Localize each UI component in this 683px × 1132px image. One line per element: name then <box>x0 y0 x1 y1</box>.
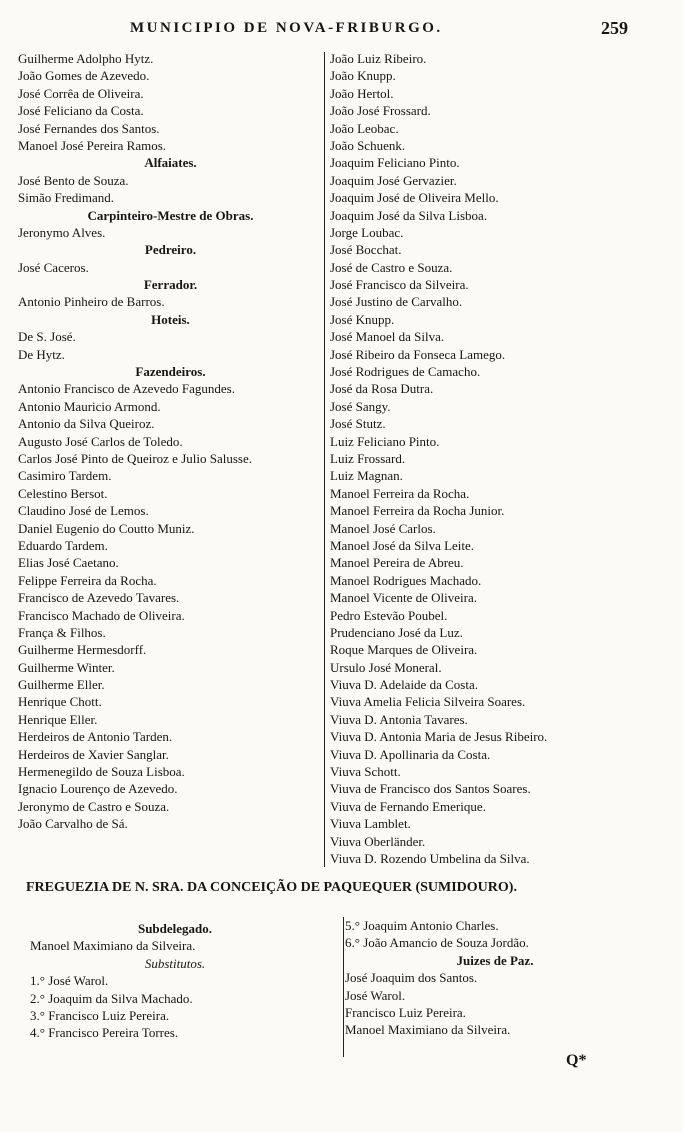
parish-right-column <box>345 917 645 1039</box>
list-item: 4.° Francisco Pereira Torres. <box>30 1025 179 1041</box>
list-item: Roque Marques de Oliveira. <box>330 642 478 658</box>
list-item: Viuva D. Antonia Tavares. <box>330 711 468 727</box>
list-item: João Hertol. <box>330 85 394 101</box>
list-item: Manoel Pereira de Abreu. <box>330 555 464 571</box>
list-item: José Manoel da Silva. <box>330 329 445 345</box>
list-item: Francisco Machado de Oliveira. <box>18 607 185 623</box>
list-item: João Knupp. <box>330 68 396 84</box>
list-item: Simão Fredimand. <box>18 190 115 206</box>
list-item: José Caceros. <box>18 259 89 275</box>
list-item: 6.° João Amancio de Souza Jordão. <box>345 935 529 951</box>
list-item: Manoel Maximiano da Silveira. <box>345 1022 511 1038</box>
list-item: Guilherme Winter. <box>18 659 115 675</box>
list-item: Luiz Frossard. <box>330 450 406 466</box>
list-item: José Ribeiro da Fonseca Lamego. <box>330 346 506 362</box>
list-item: Ignacio Lourenço de Azevedo. <box>18 781 178 797</box>
list-item: Joaquim José de Oliveira Mello. <box>330 190 499 206</box>
section-heading: Ferrador. <box>143 277 198 293</box>
list-item: Elias José Caetano. <box>18 555 119 571</box>
list-item: Antonio Pinheiro de Barros. <box>18 294 165 310</box>
parish-heading: FREGUEZIA DE N. SRA. DA CONCEIÇÃO DE PAQUEQUER (SUMIDOURO). <box>26 880 517 895</box>
list-item: Viuva Lamblet. <box>330 816 411 832</box>
list-item: Celestino Bersot. <box>18 485 108 501</box>
page-number: 259 <box>601 18 628 38</box>
list-item: José Justino de Carvalho. <box>330 294 463 310</box>
list-item: 5.° Joaquim Antonio Charles. <box>345 918 499 933</box>
list-item: Prudenciano José da Luz. <box>330 624 463 640</box>
list-item: Daniel Eugenio do Coutto Muniz. <box>18 520 195 536</box>
list-item: Antonio Francisco de Azevedo Fagundes. <box>18 381 235 397</box>
list-item: Viuva D. Apollinaria da Costa. <box>330 746 491 762</box>
list-item: João Luiz Ribeiro. <box>330 51 427 66</box>
list-item: Manoel Ferreira da Rocha. <box>330 485 470 501</box>
list-item: Herdeiros de Antonio Tarden. <box>18 729 173 745</box>
list-item: Joaquim José Gervazier. <box>330 172 457 188</box>
list-item: Guilherme Adolpho Hytz. <box>18 51 154 66</box>
list-item: França & Filhos. <box>18 624 106 640</box>
list-item: José Warol. <box>345 987 406 1003</box>
list-item: 3.° Francisco Luiz Pereira. <box>30 1007 170 1023</box>
list-item: Claudino José de Lemos. <box>18 503 149 519</box>
section-heading: Alfaiates. <box>144 155 197 171</box>
page-header <box>0 20 683 44</box>
list-item: Francisco Luiz Pereira. <box>345 1004 466 1020</box>
list-item: Ursulo José Moneral. <box>330 659 442 675</box>
page-title: MUNICIPIO DE NOVA-FRIBURGO. <box>130 20 443 36</box>
list-item: Guilherme Hermesdorff. <box>18 642 147 658</box>
list-item: José de Castro e Souza. <box>330 259 453 275</box>
left-column <box>18 50 323 833</box>
list-item: Herdeiros de Xavier Sanglar. <box>18 746 169 762</box>
list-item: Manoel José da Silva Leite. <box>330 537 475 553</box>
list-item: José da Rosa Dutra. <box>330 381 434 397</box>
list-item: Guilherme Eller. <box>18 677 105 693</box>
list-item: Augusto José Carlos de Toledo. <box>18 433 183 449</box>
list-item: 2.° Joaquim da Silva Machado. <box>30 990 193 1006</box>
list-item: Viuva de Fernando Emerique. <box>330 798 486 814</box>
list-item: Viuva Oberländer. <box>330 833 426 849</box>
list-item: José Bento de Souza. <box>18 172 129 188</box>
list-item: Joaquim José da Silva Lisboa. <box>330 207 488 223</box>
list-item: Manoel Ferreira da Rocha Junior. <box>330 503 505 519</box>
right-column <box>330 50 630 867</box>
list-item: João José Frossard. <box>330 103 431 119</box>
list-item: Antonio Mauricio Armond. <box>18 398 161 414</box>
list-item: Viuva Schott. <box>330 764 401 780</box>
list-item: Carlos José Pinto de Queiroz e Julio Salusse. <box>18 450 252 466</box>
list-item: Manoel José Carlos. <box>330 520 436 536</box>
list-item: Manoel Rodrigues Machado. <box>330 572 482 588</box>
list-item: Viuva D. Adelaide da Costa. <box>330 677 478 693</box>
section-heading: Substitutos. <box>144 955 206 971</box>
list-item: Hermenegildo de Souza Lisboa. <box>18 764 185 780</box>
list-item: Viuva Amelia Felicia Silveira Soares. <box>330 694 526 710</box>
list-item: José Rodrigues de Camacho. <box>330 364 481 380</box>
column-divider <box>324 52 325 867</box>
list-item: José Feliciano da Costa. <box>18 103 144 119</box>
list-item: Luiz Feliciano Pinto. <box>330 433 440 449</box>
parish-column-divider <box>343 917 344 1057</box>
list-item: Antonio da Silva Queiroz. <box>18 416 155 432</box>
list-item: João Gomes de Azevedo. <box>18 68 150 84</box>
list-item: Francisco de Azevedo Tavares. <box>18 590 180 606</box>
list-item: Pedro Estevão Poubel. <box>330 607 448 623</box>
list-item: José Fernandes dos Santos. <box>18 120 160 136</box>
list-item: Viuva D. Antonia Maria de Jesus Ribeiro. <box>330 729 548 745</box>
list-item: De Hytz. <box>18 346 65 362</box>
list-item: José Sangy. <box>330 398 391 414</box>
list-item: De S. José. <box>18 329 76 345</box>
list-item: João Leobac. <box>330 120 399 136</box>
list-item: Casimiro Tardem. <box>18 468 112 484</box>
list-item: Manoel José Pereira Ramos. <box>18 137 167 153</box>
list-item: Jorge Loubac. <box>330 224 404 240</box>
list-item: José Stutz. <box>330 416 386 432</box>
list-item: Jeronymo Alves. <box>18 224 106 240</box>
list-item: José Joaquim dos Santos. <box>345 970 478 986</box>
list-item: Eduardo Tardem. <box>18 537 108 553</box>
list-item: Manoel Vicente de Oliveira. <box>330 590 477 606</box>
list-item: João Schuenk. <box>330 137 406 153</box>
section-heading: Pedreiro. <box>144 242 197 258</box>
list-item: Luiz Magnan. <box>330 468 403 484</box>
section-heading: Carpinteiro-Mestre de Obras. <box>87 207 254 223</box>
list-item: João Carvalho de Sá. <box>18 816 128 832</box>
section-heading: Juizes de Paz. <box>456 952 534 968</box>
list-item: Manoel Maximiano da Silveira. <box>30 938 196 954</box>
signature-mark: Q* <box>566 1052 587 1069</box>
list-item: Henrique Chott. <box>18 694 102 710</box>
list-item: José Francisco da Silveira. <box>330 277 469 293</box>
list-item: Henrique Eller. <box>18 711 98 727</box>
section-heading: Hoteis. <box>151 311 190 327</box>
list-item: Felippe Ferreira da Rocha. <box>18 572 157 588</box>
parish-left-column <box>30 920 320 1042</box>
list-item: Joaquim Feliciano Pinto. <box>330 155 460 171</box>
section-heading: Subdelegado. <box>137 921 213 936</box>
list-item: Viuva D. Rozendo Umbelina da Silva. <box>330 850 530 866</box>
list-item: 1.° José Warol. <box>30 973 109 989</box>
list-item: Viuva de Francisco dos Santos Soares. <box>330 781 531 797</box>
list-item: Jeronymo de Castro e Souza. <box>18 798 170 814</box>
section-heading: Fazendeiros. <box>135 364 206 380</box>
list-item: José Corrêa de Oliveira. <box>18 85 144 101</box>
list-item: José Knupp. <box>330 311 395 327</box>
list-item: José Bocchat. <box>330 242 402 258</box>
